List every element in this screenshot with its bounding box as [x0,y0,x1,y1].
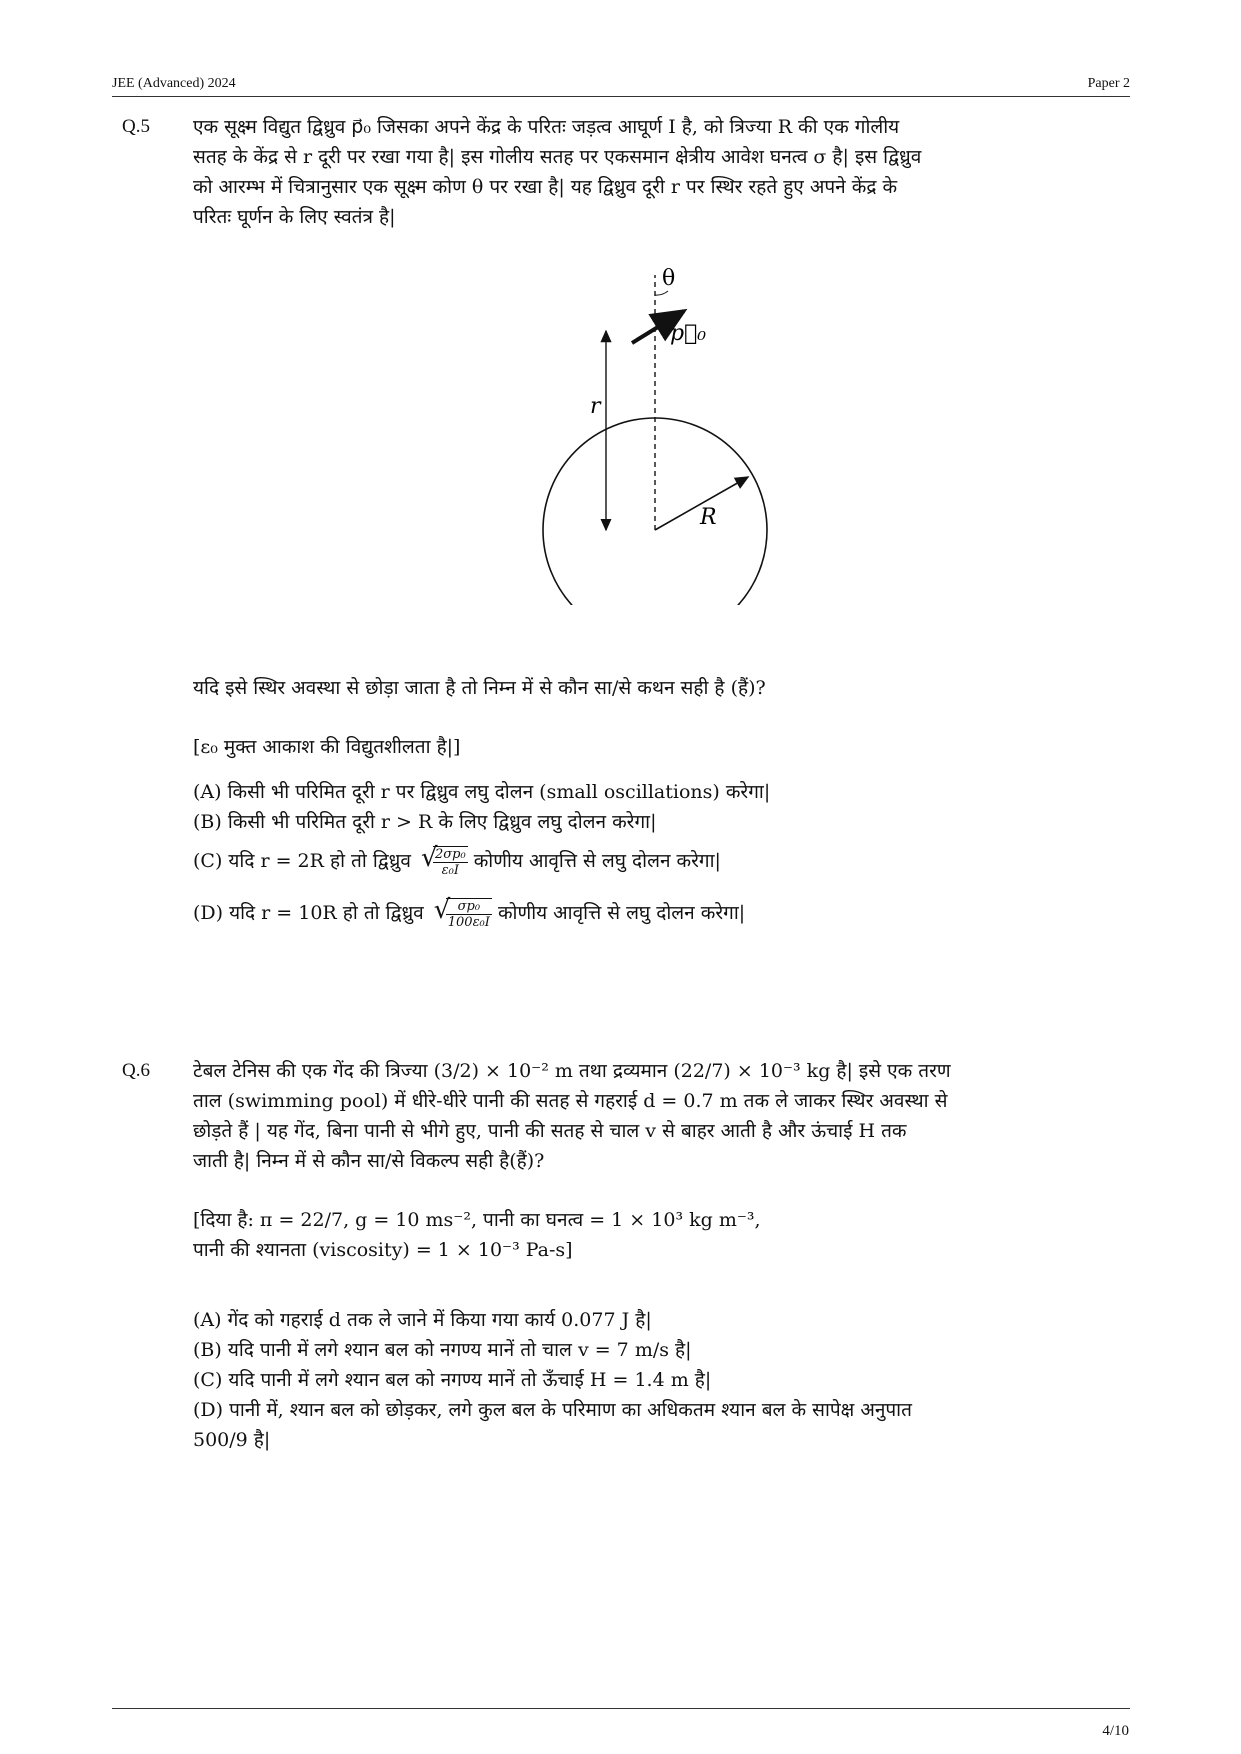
dipole-sphere-figure [520,265,790,605]
q5-option-d-post: कोणीय आवृत्ति से लघु दोलन करेगा| [497,902,746,924]
q6-option-c: (C) यदि पानी में लगे श्यान बल को नगण्य मानें तो ऊँचाई H = 1.4 m है| [193,1369,712,1391]
q6-option-d-line-2: 500/9 है| [193,1429,271,1451]
q5-question: यदि इसे स्थिर अवस्था से छोड़ा जाता है तो निम्न में से कौन सा/से कथन सही है (हैं)? [193,677,766,699]
q5-option-c-numerator: √ 2σp₀ [434,847,466,862]
q6-option-a: (A) गेंद को गहराई d तक ले जाने में किया गया कार्य 0.077 J है| [193,1309,652,1331]
q5-option-d-denominator: 100ε₀I [447,915,490,930]
theta-label: θ [662,266,676,291]
question-number-5: Q.5 [122,116,150,137]
q5-option-c-fraction [433,847,468,878]
page-number: 4/10 [1102,1723,1129,1739]
q6-option-d-line-1: (D) पानी में, श्यान बल को छोड़कर, लगे कुल बल के परिमाण का अधिकतम श्यान बल के सापेक्ष अनुपात [193,1399,912,1421]
q5-note: [ε₀ मुक्त आकाश की विद्युतशीलता है|] [193,736,461,758]
r-label: r [590,394,601,419]
q5-stem-line-4: परितः घूर्णन के लिए स्वतंत्र है| [193,206,396,228]
page-header [112,72,1130,96]
q6-stem-line-3: छोड़ते हैं | यह गेंद, बिना पानी से भीगे हुए, पानी की सतह से चाल v से बाहर आती है और ऊंचाई H तक [193,1120,907,1142]
q5-option-c-pre: (C) यदि r = 2R हो तो द्विध्रुव [193,850,411,872]
q6-given-line-2: पानी की श्यानता (viscosity) = 1 × 10⁻³ Pa-s] [193,1239,573,1261]
paper-label: Paper 2 [1087,76,1130,91]
question-number-6: Q.6 [122,1060,150,1081]
q5-option-c-post: कोणीय आवृत्ति से लघु दोलन करेगा| [473,850,721,872]
q6-option-b: (B) यदि पानी में लगे श्यान बल को नगण्य मानें तो चाल v = 7 m/s है| [193,1339,692,1361]
dipole-label: p⃗₀ [670,321,707,346]
q5-option-d-pre: (D) यदि r = 10R हो तो द्विध्रुव [193,902,424,924]
q6-stem-line-1: टेबल टेनिस की एक गेंद की त्रिज्या (3/2) × 10⁻² m तथा द्रव्यमान (22/7) × 10⁻³ kg है| इसे एक तरण [193,1060,951,1082]
header-rule [112,96,1130,97]
q6-stem-line-2: ताल (swimming pool) में धीरे-धीरे पानी की सतह से गहराई d = 0.7 m तक ले जाकर स्थिर अवस्था से [193,1090,948,1112]
q5-option-c-denominator: ε₀I [441,863,459,878]
q5-stem-line-1: एक सूक्ष्म विद्युत द्विध्रुव p⃗₀ जिसका अपने केंद्र के परितः जड़त्व आघूर्ण I है, को त्रिज्या R की एक गोलीय [193,116,900,138]
q5-option-d-fraction [446,899,492,930]
q5-option-c-sqrt [433,846,468,878]
q5-option-a: (A) किसी भी परिमित दूरी r पर द्विध्रुव लघु दोलन (small oscillations) करेगा| [193,781,771,803]
q5-option-d-numerator: √ σp₀ [446,899,492,915]
q5-option-d-sqrt [446,898,492,930]
exam-title: JEE (Advanced) 2024 [112,76,236,91]
q5-stem-line-3: को आरम्भ में चित्रानुसार एक सूक्ष्म कोण θ पर रखा है| यह द्विध्रुव दूरी r पर स्थिर रहते हुए अपने केंद्र के [193,176,898,198]
footer-rule [112,1708,1130,1709]
q5-option-c [193,846,721,878]
q5-stem-line-2: सतह के केंद्र से r दूरी पर रखा गया है| इस गोलीय सतह पर एकसमान क्षेत्रीय आवेश घनत्व σ है| इस द्विध्रुव [193,146,922,168]
R-label: R [700,505,717,530]
q5-option-b: (B) किसी भी परिमित दूरी r > R के लिए द्विध्रुव लघु दोलन करेगा| [193,811,657,833]
q6-given-line-1: [दिया है: π = 22/7, g = 10 ms⁻², पानी का घनत्व = 1 × 10³ kg m⁻³, [193,1209,761,1231]
theta-arc [655,291,668,295]
q6-stem-line-4: जाती है| निम्न में से कौन सा/से विकल्प सही है(हैं)? [193,1150,545,1172]
q5-option-d [193,898,745,930]
